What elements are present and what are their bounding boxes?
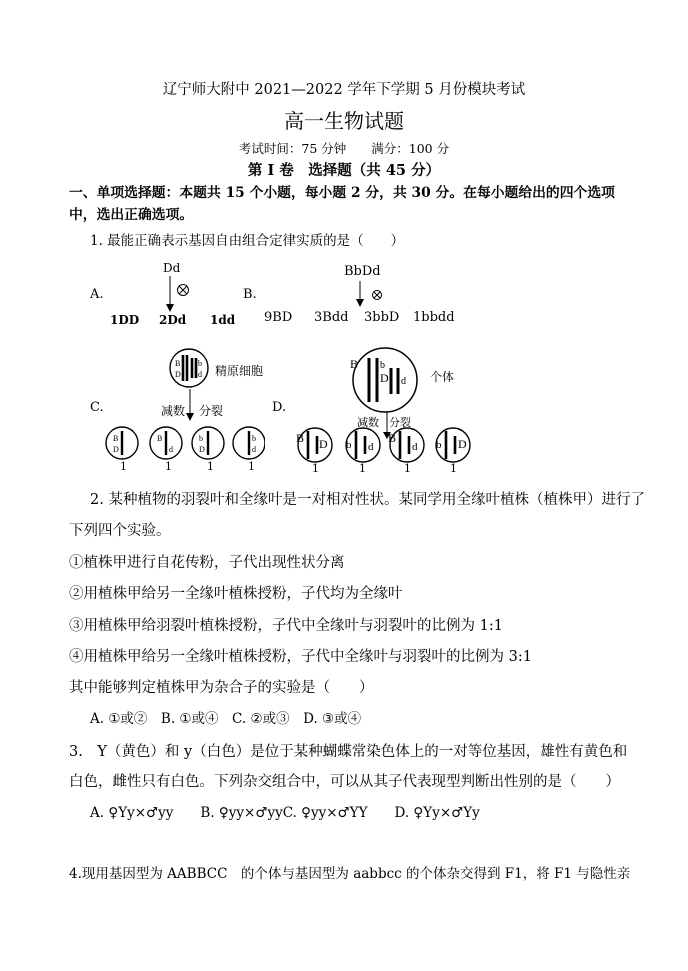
q2-stem-line2: 下列四个实验。 (69, 523, 171, 539)
q1-b-parent: BbDd (344, 264, 381, 279)
q1-a-arrow-icon (160, 276, 200, 314)
q1-d-parent-cell-icon (344, 346, 426, 414)
q1-c-arrow-icon (184, 389, 196, 423)
svg-text:D: D (113, 445, 119, 454)
svg-text:d: d (198, 370, 202, 379)
q1-c-cell-label: 精原细胞 (215, 364, 264, 378)
q1-b-offspring-3: 3bbD (364, 310, 400, 325)
svg-text:d: d (252, 445, 256, 454)
q1-b-offspring-2: 3Bdd (314, 310, 349, 325)
svg-text:B: B (157, 434, 163, 443)
svg-text:b: b (346, 439, 352, 451)
svg-text:b: b (252, 434, 256, 443)
q2-question: 其中能够判定植株甲为杂合子的实验是（ ） (69, 680, 374, 696)
q1-a-parent: Dd (163, 261, 181, 275)
part-title: 第 I 卷 选择题（共 45 分） (247, 162, 441, 179)
exam-info: 考试时间：75 分钟 满分：100 分 (238, 141, 450, 156)
q3-stem-line1: 3. Y（黄色）和 y（白色）是位于某种蝴蝶常染色体上的一对等位基因，雄性有黄色和 (69, 744, 628, 760)
svg-text:d: d (368, 441, 374, 453)
q4-stem-line1: 4.现用基因型为 AABBCC 的个体与基因型为 aabbcc 的个体杂交得到 F1，将 F1 与隐性亲 (69, 866, 631, 882)
q1-option-a-label: A. (90, 287, 104, 302)
q1-c-count-4: 1 (248, 460, 255, 473)
q1-a-offspring-1: 1DD (110, 313, 140, 327)
q1-d-process-1: 减数 (357, 416, 379, 429)
q1-a-offspring-3: 1dd (210, 313, 236, 327)
q3-stem-line2: 白色，雌性只有白色。下列杂交组合中，可以从其子代表现型判断出性别的是（ ） (69, 774, 620, 790)
q2-options: A. ①或② B. ①或④ C. ②或③ D. ③或④ (90, 711, 362, 727)
exam-title: 辽宁师大附中 2021—2022 学年下学期 5 月份模块考试 (162, 82, 526, 98)
q1-option-b-label: B. (243, 287, 257, 302)
q2-item-1: ①植株甲进行自花传粉，子代出现性状分离 (69, 555, 345, 571)
q2-item-3: ③用植株甲给羽裂叶植株授粉，子代中全缘叶与羽裂叶的比例为 1:1 (69, 618, 503, 634)
q1-d-count-4: 1 (450, 462, 457, 475)
svg-text:d: d (412, 441, 418, 453)
svg-text:B: B (388, 431, 397, 445)
svg-text:B: B (296, 431, 305, 445)
q3-options: A. ♀Yy×♂yy B. ♀yy×♂yyC. ♀yy×♂YY D. ♀Yy×♂Yy (90, 805, 480, 821)
q1-b-arrow-icon (352, 281, 388, 309)
svg-text:d: d (169, 445, 173, 454)
q1-d-count-1: 1 (312, 462, 319, 475)
q1-d-cell-label: 个体 (430, 370, 455, 384)
q1-c-count-3: 1 (207, 460, 214, 473)
q1-c-parent-cell-icon (164, 347, 214, 389)
q1-b-offspring-4: 1bbdd (413, 310, 455, 325)
q1-a-offspring-2: 2Dd (159, 313, 187, 327)
svg-text:D: D (319, 437, 328, 451)
q1-c-count-1: 1 (120, 460, 127, 473)
svg-text:B: B (113, 434, 119, 443)
q1-c-process-2: 分裂 (199, 404, 224, 418)
svg-text:b: b (436, 439, 442, 451)
q1-c-count-2: 1 (165, 460, 172, 473)
q2-item-4: ④用植株甲给另一全缘叶植株授粉，子代中全缘叶与羽裂叶的比例为 3:1 (69, 649, 532, 665)
section-heading-line1: 一、单项选择题：本题共 15 个小题，每小题 2 分，共 30 分。在每小题给出的四个选项 (69, 185, 615, 201)
svg-text:D: D (199, 445, 205, 454)
q1-d-count-3: 1 (404, 462, 411, 475)
section-heading-line2: 中，选出正确选项。 (69, 207, 194, 223)
q1-option-c-label: C. (90, 400, 104, 415)
q1-c-gamete-cells-icon (105, 424, 265, 464)
q2-item-2: ②用植株甲给另一全缘叶植株授粉，子代均为全缘叶 (69, 586, 403, 602)
svg-text:d: d (401, 376, 406, 387)
svg-text:B: B (175, 359, 181, 368)
svg-text:D: D (380, 371, 389, 385)
q1-c-process-1: 减数 (161, 404, 186, 418)
subject-title: 高一生物试题 (284, 109, 404, 133)
q1-d-count-2: 1 (359, 462, 366, 475)
svg-text:D: D (175, 370, 181, 379)
svg-text:B: B (350, 357, 359, 371)
svg-text:b: b (380, 360, 385, 371)
q1-d-gamete-cells-icon (293, 426, 478, 466)
q1-b-offspring-1: 9BD (264, 310, 293, 325)
q1-stem: 1. 最能正确表示基因自由组合定律实质的是（ ） (90, 233, 405, 249)
svg-text:b: b (198, 359, 202, 368)
q1-option-d-label: D. (272, 400, 287, 415)
q2-stem-line1: 2. 某种植物的羽裂叶和全缘叶是一对相对性状。某同学用全缘叶植株（植株甲）进行了 (90, 492, 645, 508)
svg-text:D: D (458, 437, 467, 451)
q1-d-process-2: 分裂 (389, 416, 411, 429)
svg-text:b: b (199, 434, 203, 443)
